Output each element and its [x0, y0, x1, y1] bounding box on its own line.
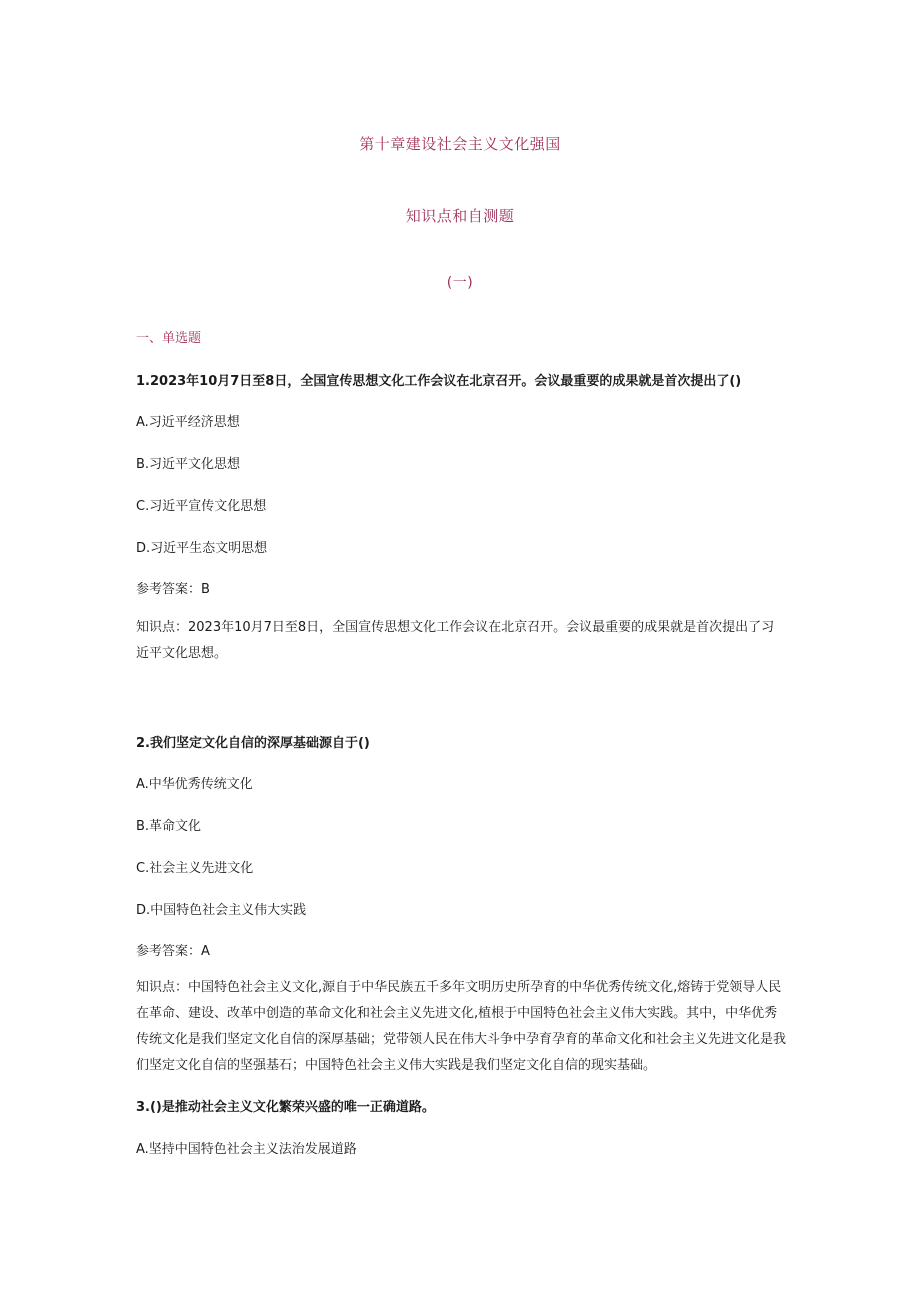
question-stem: 2.我们坚定文化自信的深厚基础源自于(): [136, 736, 370, 751]
option-c: C.社会主义先进文化: [136, 861, 254, 876]
page-subtitle: 知识点和自测题: [405, 207, 515, 225]
question-stem: 1.2023年10月7日至8日，全国宣传思想文化工作会议在北京召开。会议最重要的成果就是首次提出了(): [136, 374, 742, 389]
option-c: C.习近平宣传文化思想: [136, 499, 267, 514]
answer-key: 参考答案：B: [136, 582, 210, 597]
option-d: D.中国特色社会主义伟大实践: [136, 903, 307, 918]
option-a: A.中华优秀传统文化: [136, 777, 253, 792]
page-title: 第十章建设社会主义文化强国: [359, 135, 561, 153]
option-a: A.习近平经济思想: [136, 415, 240, 430]
option-b: B.革命文化: [136, 819, 202, 834]
knowledge-point: 知识点：2023年10月7日至8日，全国宣传思想文化工作会议在北京召开。会议最重要的成果就是首次提出了习近平文化思想。: [136, 620, 775, 661]
knowledge-point: 知识点：中国特色社会主义文化,源自于中华民族五千多年文明历史所孕育的中华优秀传统文化,熔铸于党领导人民在革命、建设、改革中创造的革命文化和社会主义先进文化,植根于中国特色社会主义伟大实践。其中，中华优秀传统文化是我们坚定文化自信的深厚基础；党带领人民在伟大斗争中孕育孕育的革命文化和社会主义先进文化是我们坚定文化自信的坚强基石；中国特色社会主义伟大实践是我们坚定文化自信的现实基础。: [136, 980, 787, 1073]
question-stem: 3.()是推动社会主义文化繁荣兴盛的唯一正确道路。: [136, 1100, 435, 1115]
part-label: (一): [446, 275, 474, 291]
option-a: A.坚持中国特色社会主义法治发展道路: [136, 1142, 357, 1157]
answer-key: 参考答案：A: [136, 944, 210, 959]
option-d: D.习近平生态文明思想: [136, 541, 268, 556]
option-b: B.习近平文化思想: [136, 457, 241, 472]
section-heading: 一、单选题: [136, 331, 202, 346]
